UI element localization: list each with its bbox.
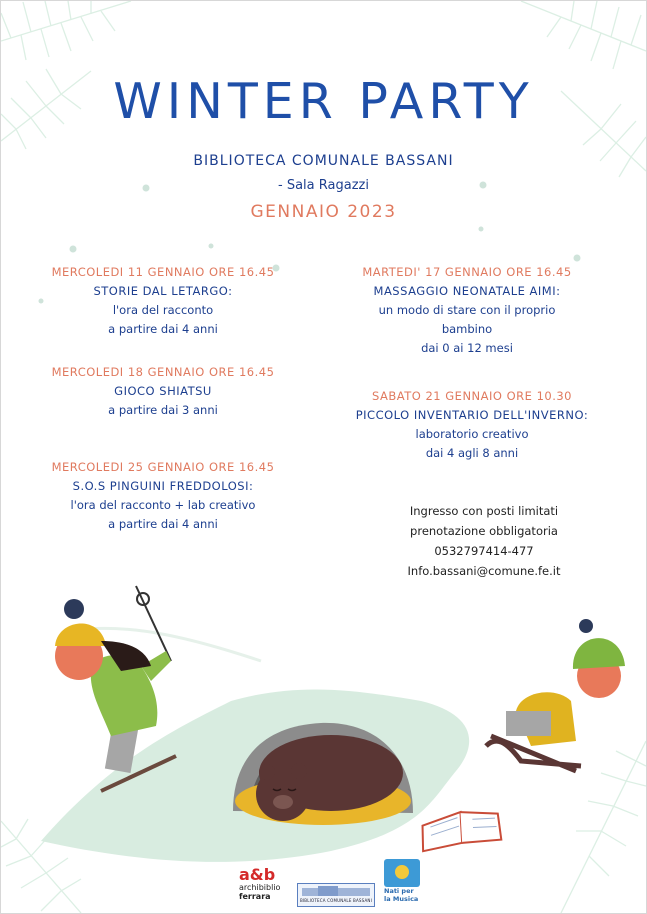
event-detail: un modo di stare con il proprio [378,303,556,317]
biblioteca-bassani-logo: BIBLIOTECA COMUNALE BASSANI [297,883,375,907]
event-detail: dai 0 ai 12 mesi [421,341,513,355]
event-block [33,458,293,534]
open-book [418,801,505,864]
info-email: Info.bassani@comune.fe.it [407,564,561,578]
event-title: STORIE DAL LETARGO: [93,284,233,298]
info-limited-seats: Ingresso con posti limitati [409,504,559,518]
event-detail: dai 4 agli 8 anni [425,446,519,460]
event-title: GIOCO SHIATSU [114,384,212,398]
event-detail: laboratorio creativo [415,427,529,441]
event-detail: l'ora del racconto + lab creativo [70,498,256,512]
event-detail: a partire dai 3 anni [108,403,218,417]
event-block [33,363,293,420]
venue-room: - Sala Ragazzi [278,178,369,193]
event-detail: l'ora del racconto [112,303,214,317]
event-date: MERCOLEDI 11 GENNAIO ORE 16.45 [51,265,275,279]
venue-name: BIBLIOTECA COMUNALE BASSANI [193,153,454,169]
booking-info [334,501,634,581]
event-detail: a partire dai 4 anni [108,322,218,336]
event-date: MERCOLEDI 25 GENNAIO ORE 16.45 [51,460,275,474]
info-phone: 0532797414-477 [434,544,534,558]
event-month: GENNAIO 2023 [250,202,397,222]
event-date: SABATO 21 GENNAIO ORE 10.30 [372,389,572,403]
event-block [337,263,597,358]
event-detail: a partire dai 4 anni [108,517,218,531]
nati-per-la-musica-icon [384,859,420,887]
nati-per-la-musica-logo: Nati per la Musica [384,859,422,909]
info-booking-required: prenotazione obbligatoria [410,524,558,538]
event-title: PICCOLO INVENTARIO DELL'INVERNO: [355,408,589,422]
sled-child [486,619,625,771]
event-title: MASSAGGIO NEONATALE AIMI: [373,284,561,298]
event-date: MERCOLEDI 18 GENNAIO ORE 16.45 [51,365,275,379]
page-title: WINTER PARTY [113,73,534,130]
event-detail: bambino [441,322,493,336]
event-block [337,387,607,463]
event-date: MARTEDI' 17 GENNAIO ORE 16.45 [362,265,572,279]
event-title: S.O.S PINGUINI FREDDOLOSI: [72,479,254,493]
archibiblio-logo: a&b archibiblio ferrara [239,865,281,901]
event-block [33,263,293,339]
